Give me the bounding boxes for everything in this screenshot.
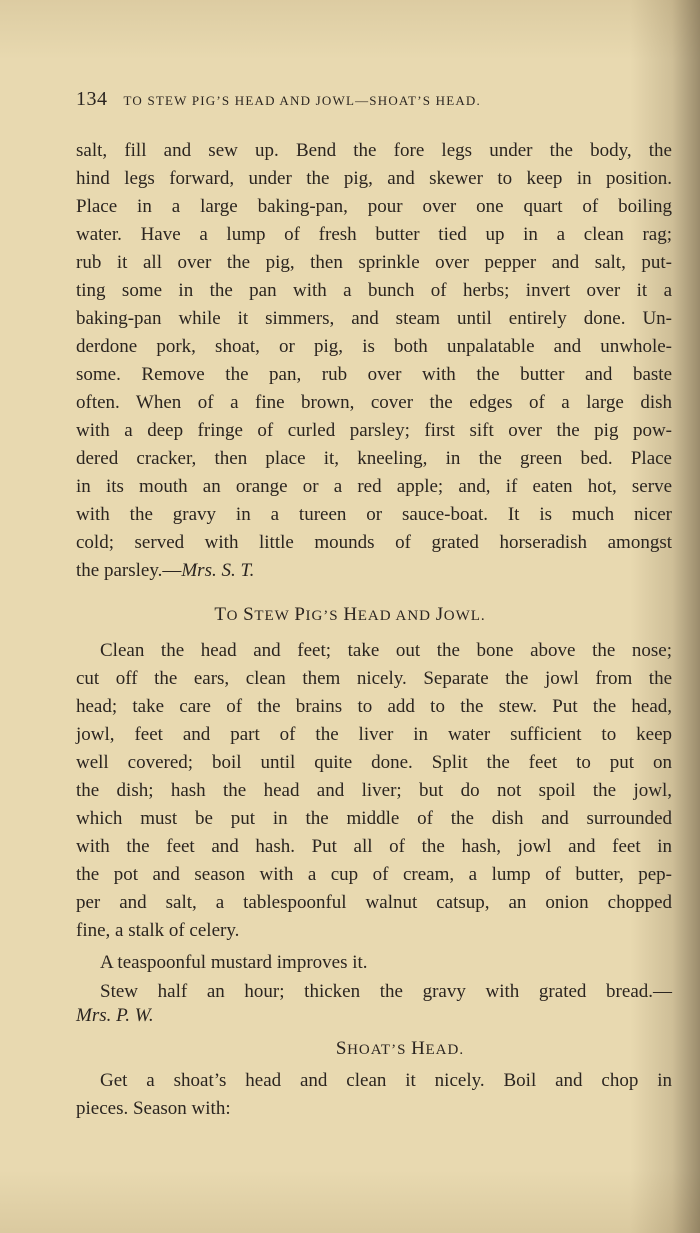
text-line: dered cracker, then place it, kneeling, in the green bed. Place: [76, 448, 672, 469]
text-line: fine, a stalk of celery.: [76, 920, 240, 941]
text-line: water. Have a lump of fresh butter tied up in a clean rag;: [76, 224, 672, 245]
text-line: often. When of a fine brown, cover the edges of a large dish: [76, 392, 672, 413]
text-line: per and salt, a tablespoonful walnut catsup, an onion chopped: [76, 892, 672, 913]
text-line: jowl, feet and part of the liver in water sufficient to keep: [76, 724, 672, 745]
text-line: which must be put in the middle of the dish and surrounded: [76, 808, 672, 829]
text-line: cold; served with little mounds of grated horseradish amongst: [76, 532, 672, 553]
text-line: the dish; hash the head and liver; but do not spoil the jowl,: [76, 780, 672, 801]
paragraph-mustard-note: A teaspoonful mustard improves it.: [100, 952, 368, 973]
section-heading: TO STEW PIG’S HEAD AND JOWL.: [214, 604, 486, 625]
text-line: the pot and season with a cup of cream, a lump of butter, pep-: [76, 864, 672, 885]
text-line: with a deep fringe of curled parsley; first sift over the pig pow-: [76, 420, 672, 441]
text-line: with the feet and hash. Put all of the hash, jowl and feet in: [76, 836, 672, 857]
text-line: pieces. Season with:: [76, 1098, 231, 1119]
text-line: ting some in the pan with a bunch of herbs; invert over it a: [76, 280, 672, 301]
text-line: salt, fill and sew up. Bend the fore legs under the body, the: [76, 140, 672, 161]
text-fragment: the parsley.—: [76, 560, 182, 581]
text-line: Clean the head and feet; take out the bone above the nose;: [100, 640, 672, 661]
page-number: 134: [76, 88, 108, 110]
text-line: in its mouth an orange or a red apple; and, if eaten hot, serve: [76, 476, 672, 497]
section-heading: SHOAT’S HEAD.: [335, 1038, 465, 1059]
text-line: well covered; boil until quite done. Split the feet to put on: [76, 752, 672, 773]
text-line: hind legs forward, under the pig, and skewer to keep in position.: [76, 168, 672, 189]
recipe-signature: Mrs. P. W.: [76, 1005, 154, 1026]
text-line: rub it all over the pig, then sprinkle over pepper and salt, put-: [76, 252, 672, 273]
text-line: Stew half an hour; thicken the gravy with grated bread.—: [100, 981, 672, 1002]
text-line: head; take care of the brains to add to the stew. Put the head,: [76, 696, 672, 717]
text-line: derdone pork, shoat, or pig, is both unpalatable and unwhole-: [76, 336, 672, 357]
running-title: TO STEW PIG’S HEAD AND JOWL—SHOAT’S HEAD.: [123, 93, 481, 108]
text-line: Place in a large baking-pan, pour over one quart of boiling: [76, 196, 672, 217]
text-line: with the gravy in a tureen or sauce-boat. It is much nicer: [76, 504, 672, 525]
page-header: [76, 88, 636, 111]
text-line: Get a shoat’s head and clean it nicely. Boil and chop in: [100, 1070, 672, 1091]
text-line: baking-pan while it simmers, and steam until entirely done. Un-: [76, 308, 672, 329]
text-line: [76, 560, 672, 582]
text-line: some. Remove the pan, rub over with the butter and baste: [76, 364, 672, 385]
text-line: cut off the ears, clean them nicely. Separate the jowl from the: [76, 668, 672, 689]
recipe-signature: Mrs. S. T.: [181, 560, 255, 581]
